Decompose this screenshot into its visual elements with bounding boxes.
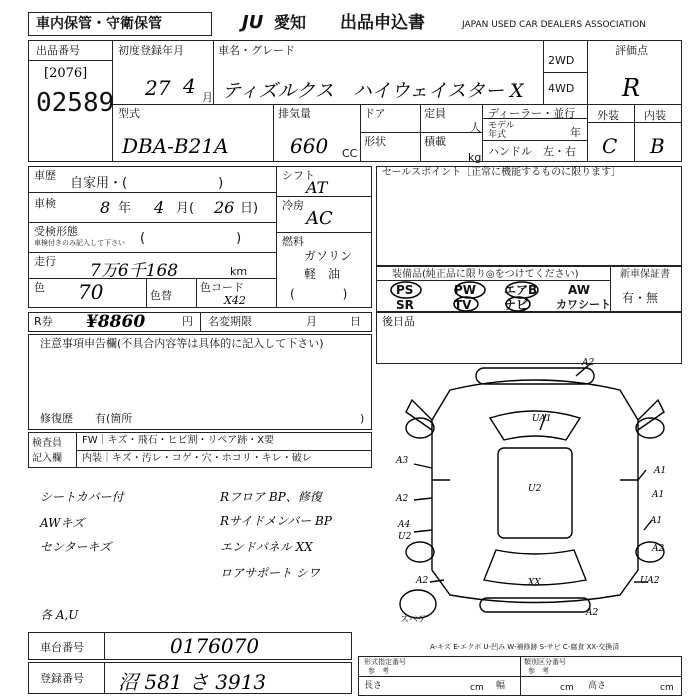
mark-a4-left: A4 (398, 520, 411, 530)
drive-4wd: 4WD (548, 82, 575, 95)
height-label: 高さ (588, 681, 607, 691)
equip-sheet: カワシート (556, 298, 611, 311)
left-note-4: 各 A,U (40, 608, 79, 622)
recert-label: 受検形態 (34, 225, 78, 238)
left-note-2: AWキズ (40, 516, 85, 530)
caution-label: 注意事項申告欄(不具合内容等は具体的に記入して下さい) (40, 337, 324, 350)
mileage-value: 7万6千168 (90, 261, 179, 281)
brand-name: 愛知 (274, 13, 307, 32)
doc-title: 出品申込書 (340, 13, 425, 33)
length-unit: cm (470, 683, 484, 693)
inspection-label: 車検 (34, 197, 56, 210)
inspection-month: 4 (154, 198, 165, 217)
shift-value: AT (306, 178, 328, 197)
equip-pw: PW (454, 283, 477, 297)
mileage-label: 走行 (34, 255, 56, 268)
circle-ps (391, 282, 421, 298)
door-label: ドア (364, 107, 386, 120)
cooler-label: 冷房 (282, 199, 304, 212)
plate-label: 登録番号 (40, 672, 84, 685)
month-unit: 月 (306, 315, 317, 328)
model-code: DBA-B21A (122, 134, 229, 158)
right-note-4: ロアサポート シワ (220, 566, 320, 580)
lot-sub-number: [2076] (44, 66, 88, 81)
interior-label: 内装 (644, 109, 666, 122)
cooler-value: AC (306, 208, 333, 229)
lot-number-label: 出品番号 (36, 44, 80, 57)
model-year-label: モデル 年式 (488, 121, 515, 140)
mark-a2-bottom: A2 (586, 608, 599, 618)
first-reg-label: 初度登録年月 (118, 44, 184, 57)
recycle-value: ¥8860 (86, 312, 146, 332)
spare-label: スペア (400, 615, 428, 625)
shape-label: 形状 (364, 135, 386, 148)
reference-right: 参 考 (528, 667, 549, 675)
warranty-value: 有・無 (622, 291, 659, 305)
inspection-year-unit: 年 (118, 201, 132, 216)
year-unit: 年 (570, 126, 581, 139)
right-note-2: Rサイドメンバー BP (220, 514, 332, 528)
check-row-1: FW｜キズ・飛石・ヒビ割・リペア跡・X要 (82, 435, 275, 446)
fuel-diesel: 軽 油 (304, 267, 341, 281)
day-unit: 日 (350, 315, 361, 328)
left-note-1: シートカバー付 (40, 490, 124, 504)
grade-score: R (622, 74, 641, 102)
circle-nav (506, 297, 530, 311)
fuel-gas: ガソリン (304, 249, 353, 263)
chassis-value: 0176070 (170, 634, 260, 658)
equip-sr: SR (396, 298, 414, 312)
damage-legend: A-キズ E-エクボ U-凹み W-補修跡 S-サビ C-腐食 XX-交換済 (430, 643, 620, 651)
handle-label: ハンドル 左・右 (488, 145, 576, 158)
equip-ab: エアB (504, 283, 538, 297)
shift-label: シフト (282, 169, 315, 182)
drive-2wd: 2WD (548, 54, 575, 67)
car-name-label: 車名・グレード (218, 44, 295, 57)
displacement-value: 660 (290, 134, 329, 158)
width-label: 幅 (496, 681, 506, 691)
load-label: 積載 (424, 135, 446, 148)
displacement-label: 排気量 (278, 107, 311, 120)
mark-a2-lowleft: A2 (416, 576, 429, 586)
circle-ab (506, 282, 538, 298)
mark-a1-right2: A1 (652, 490, 665, 500)
color-code-value: X42 (224, 294, 246, 307)
brand-logo: JU (242, 12, 264, 33)
mark-xx-rear: XX (528, 578, 541, 588)
exterior-grade: C (602, 134, 618, 158)
yen-unit: 円 (182, 315, 193, 328)
association-name: JAPAN USED CAR DEALERS ASSOCIATION (462, 20, 646, 30)
circle-tv (454, 297, 478, 311)
equip-ps: PS (396, 283, 414, 297)
reference-left: 参 考 (368, 667, 389, 675)
car-outline-diagram (390, 360, 680, 630)
sales-point-box (376, 166, 682, 266)
right-note-1: Rフロア BP、修復 (220, 490, 322, 504)
model-label: 型式 (118, 107, 140, 120)
recycle-label: R券 (34, 315, 53, 328)
plate-value: 沼 581 さ 3913 (118, 670, 267, 694)
mark-u2-left: U2 (398, 532, 412, 542)
mark-a2-left: A2 (396, 494, 409, 504)
recert-note: 車検付きのみ記入して下さい (34, 239, 125, 247)
grade-label: 評価点 (615, 44, 648, 57)
recert-value: ( ) (140, 231, 242, 246)
equip-tv: TV (454, 298, 472, 312)
car-history-label: 車歴 (34, 169, 56, 182)
name-change-label: 名変期限 (208, 315, 252, 328)
warranty-label: 新車保証書 (620, 269, 670, 280)
first-reg-month: 4 (183, 74, 196, 98)
left-note-3: センターキズ (40, 540, 112, 554)
interior-grade: B (650, 134, 665, 158)
circle-pw (455, 282, 485, 298)
mark-a2-right: A2 (652, 544, 665, 554)
color-label: 色 (34, 281, 45, 294)
inspector-label: 検査員 記入欄 (32, 438, 62, 464)
seats-label: 定員 (424, 107, 446, 120)
sales-point-label: セールスポイント［正常に機能するものに限ります］ (382, 167, 622, 178)
check-row-2: 内装｜キズ・汚レ・コゲ・穴・ホコリ・キレ・破レ (82, 453, 312, 464)
mark-u2-center: U2 (528, 484, 542, 494)
dealer-label: ディーラー・並行 (488, 107, 576, 120)
repair-close: ) (360, 412, 365, 425)
inspection-day: 26 (214, 198, 235, 217)
storage-label: 車内保管・守衛保管 (36, 16, 162, 32)
length-label: 長さ (364, 681, 383, 691)
first-reg-year: 27 (145, 76, 171, 100)
form-label: 形式指定番号 (364, 658, 406, 666)
mark-a2-top: A2 (582, 358, 595, 368)
km-unit: km (230, 265, 248, 278)
inspection-month-unit: 月( (176, 201, 195, 216)
cc-unit: CC (342, 147, 358, 160)
person-unit: 人 (470, 121, 481, 134)
repair-label: 修復歴 有(箇所 (40, 412, 133, 425)
inspection-year: 8 (100, 198, 111, 217)
height-unit: cm (660, 683, 674, 693)
later-items-box (376, 312, 682, 364)
equipment-label: 装備品(純正品に限り◎をつけてください) (392, 269, 579, 280)
right-note-3: エンドパネル XX (220, 540, 313, 554)
kg-unit: kg (468, 151, 482, 164)
fuel-other: ( ) (290, 287, 348, 301)
color-code-label: 色コード (200, 281, 244, 294)
equip-aw: AW (568, 283, 590, 297)
color-change-label: 色替 (150, 289, 172, 302)
mark-ua1-roof: UA1 (532, 414, 552, 424)
color-value: 70 (78, 280, 104, 304)
mark-ua2-right: UA2 (640, 576, 660, 586)
exterior-label: 外装 (597, 109, 619, 122)
type-label: 類別区分番号 (524, 658, 566, 666)
mark-a3-left: A3 (396, 456, 409, 466)
width-unit: cm (560, 683, 574, 693)
first-reg-month-mark: 月 (202, 91, 213, 104)
mark-a1-right3: A1 (650, 516, 663, 526)
lot-number: 02589 (36, 88, 115, 118)
inspection-day-unit: 日) (240, 201, 259, 216)
car-name: ティズルクス ハイウェイスター X (222, 80, 524, 102)
chassis-label: 車台番号 (40, 641, 84, 654)
equip-nav: ナビ (504, 298, 529, 312)
later-items-label: 後日品 (382, 315, 415, 328)
fuel-label: 燃料 (282, 235, 304, 248)
mark-a1-right: A1 (654, 466, 667, 476)
car-history-value: 自家用・( ) (70, 176, 224, 191)
